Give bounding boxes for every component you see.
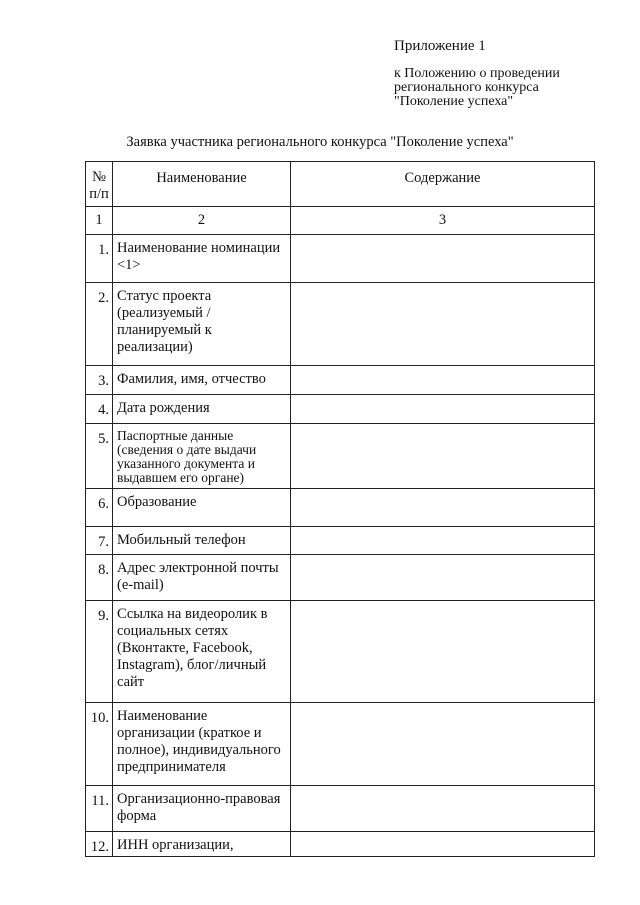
row-name: ИНН организации, <box>113 832 291 857</box>
row-num: 1. <box>86 235 113 283</box>
row-value-cell[interactable] <box>291 366 595 395</box>
row-value-cell[interactable] <box>291 786 595 832</box>
table-row <box>86 832 595 857</box>
row-name: Адрес электронной почты (e-mail) <box>113 555 291 601</box>
row-value-cell[interactable] <box>291 832 595 857</box>
table-row <box>86 786 595 832</box>
row-name: Дата рождения <box>113 395 291 424</box>
table-row <box>86 601 595 703</box>
row-name: Фамилия, имя, отчество <box>113 366 291 395</box>
table-header-row <box>86 162 595 207</box>
row-value-cell[interactable] <box>291 424 595 489</box>
row-num: 2. <box>86 283 113 366</box>
row-num: 5. <box>86 424 113 489</box>
header-num: № п/п <box>86 162 113 207</box>
subtitle-line: регионального конкурса <box>394 80 539 95</box>
table-row <box>86 527 595 555</box>
row-value-cell[interactable] <box>291 601 595 703</box>
table-row <box>86 366 595 395</box>
table-index-row <box>86 207 595 235</box>
row-num: 12. <box>86 832 113 857</box>
row-value-cell[interactable] <box>291 555 595 601</box>
row-value-cell[interactable] <box>291 395 595 424</box>
row-name: Организационно-правовая форма <box>113 786 291 832</box>
row-name: Паспортные данные (сведения о дате выдачи указанного документа и выдавшем его органе) <box>113 424 291 489</box>
table-row <box>86 283 595 366</box>
row-num: 6. <box>86 489 113 527</box>
appendix-reference <box>394 67 560 109</box>
row-value-cell[interactable] <box>291 489 595 527</box>
row-num: 9. <box>86 601 113 703</box>
table-row <box>86 555 595 601</box>
row-value-cell[interactable] <box>291 527 595 555</box>
table-row <box>86 424 595 489</box>
row-value-cell[interactable] <box>291 235 595 283</box>
header-content: Содержание <box>291 162 595 207</box>
row-num: 3. <box>86 366 113 395</box>
table-row <box>86 489 595 527</box>
row-num: 4. <box>86 395 113 424</box>
header-name: Наименование <box>113 162 291 207</box>
appendix-label: Приложение 1 <box>394 38 486 54</box>
index-cell: 3 <box>291 207 595 235</box>
index-cell: 1 <box>86 207 113 235</box>
application-table <box>85 161 595 857</box>
document-title: Заявка участника регионального конкурса "Поколение успеха" <box>126 134 514 150</box>
index-cell: 2 <box>113 207 291 235</box>
row-name: Ссылка на видеоролик в социальных сетях (Вконтакте, Facebook, Instagram), блог/личный сайт <box>113 601 291 703</box>
table-row <box>86 395 595 424</box>
table-row <box>86 235 595 283</box>
row-name: Образование <box>113 489 291 527</box>
row-num: 8. <box>86 555 113 601</box>
row-name: Наименование организации (краткое и полное), индивидуального предпринимателя <box>113 703 291 786</box>
row-name: Мобильный телефон <box>113 527 291 555</box>
row-value-cell[interactable] <box>291 703 595 786</box>
row-num: 10. <box>86 703 113 786</box>
row-value-cell[interactable] <box>291 283 595 366</box>
table-row <box>86 703 595 786</box>
subtitle-line: к Положению о проведении <box>394 66 560 81</box>
subtitle-line: "Поколение успеха" <box>394 94 514 109</box>
row-name: Статус проекта (реализуемый / планируемый к реализации) <box>113 283 291 366</box>
row-name: Наименование номинации <1> <box>113 235 291 283</box>
row-num: 7. <box>86 527 113 555</box>
row-num: 11. <box>86 786 113 832</box>
